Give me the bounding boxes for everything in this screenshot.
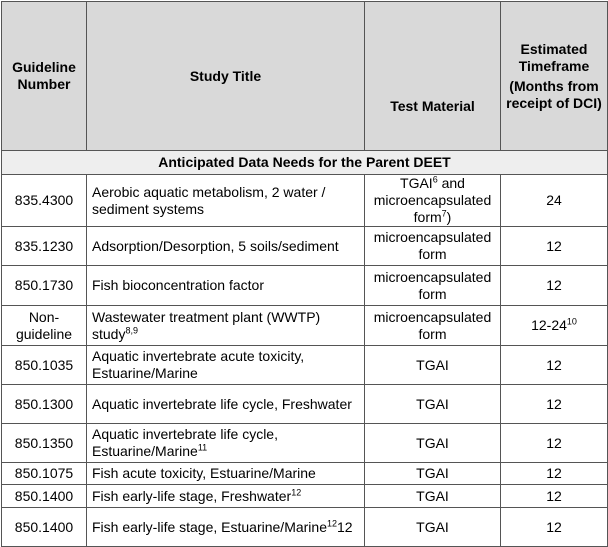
test-material-cell [365, 463, 501, 485]
timeframe-value: 12 [546, 487, 562, 504]
test-material-cell [365, 175, 501, 227]
header-timeframe-sub: (Months from receipt of DCI) [506, 77, 602, 111]
guideline-cell [2, 508, 87, 547]
test-material-cell [365, 266, 501, 306]
study-title: Fish early-life stage, Estuarine/Marine [92, 518, 327, 535]
study-title: Wastewater treatment plant (WWTP) study [92, 308, 321, 342]
timeframe-value: 12 [546, 518, 562, 535]
timeframe-cell [501, 175, 608, 227]
test-material-cell [365, 385, 501, 424]
test-material-cell [365, 306, 501, 346]
guideline-number: 850.1350 [14, 434, 74, 451]
header-study-title: Study Title [87, 2, 365, 151]
guideline-number: 850.1075 [14, 465, 74, 481]
timeframe-cell [501, 385, 608, 424]
guideline-cell [2, 463, 87, 485]
header-timeframe [501, 2, 608, 151]
table-row [2, 227, 608, 266]
study-title: Fish early-life stage, Freshwater [92, 487, 292, 504]
timeframe-cell [501, 227, 608, 266]
table-row [2, 463, 608, 485]
study-title-cell [87, 266, 365, 306]
study-title-cell [87, 463, 365, 485]
study-title-cell [87, 306, 365, 346]
table-row [2, 306, 608, 346]
timeframe-value: 12 [546, 434, 562, 451]
guideline-number: 850.1400 [14, 518, 74, 535]
header-row [2, 2, 608, 151]
table-row [2, 346, 608, 385]
guideline-number: 835.4300 [14, 192, 74, 208]
test-material-cell [365, 424, 501, 463]
timeframe-cell [501, 306, 608, 346]
table-row [2, 175, 608, 227]
table-row [2, 508, 608, 547]
test-material: TGAI [416, 518, 449, 535]
study-title-tail: 12 [337, 518, 353, 535]
guideline-cell [2, 485, 87, 508]
table-row [2, 385, 608, 424]
study-title-cell [87, 424, 365, 463]
test-material: TGAI [400, 175, 433, 191]
guideline-cell [2, 266, 87, 306]
study-title: Adsorption/Desorption, 5 soils/sediment [92, 237, 339, 254]
study-title: Aquatic invertebrate acute toxicity, Estuarine/Marine [92, 348, 305, 381]
section-title: Anticipated Data Needs for the Parent DEET [2, 151, 608, 175]
test-material: microencapsulated form [373, 308, 492, 342]
timeframe-value: 12 [546, 356, 562, 373]
study-title-footnote: 8,9 [125, 324, 138, 335]
timeframe-value: 12 [546, 237, 562, 254]
study-title-cell [87, 385, 365, 424]
test-material: TGAI [416, 356, 449, 373]
guideline-cell [2, 385, 87, 424]
test-material-cell [365, 508, 501, 547]
guideline-cell [2, 424, 87, 463]
test-material: microencapsulated form [373, 229, 492, 262]
timeframe-value: 12-24 [531, 317, 567, 333]
guideline-number: 835.1230 [14, 237, 74, 254]
study-title: Aerobic aquatic metabolism, 2 water / sediment systems [92, 183, 326, 217]
table-body [2, 175, 608, 547]
test-material: TGAI [416, 465, 449, 481]
timeframe-cell [501, 485, 608, 508]
guideline-cell [2, 346, 87, 385]
table-row [2, 424, 608, 463]
test-material-footnote-1: 6 [432, 174, 438, 185]
guideline-number: Non-guideline [15, 308, 73, 342]
study-title: Aquatic invertebrate life cycle, Freshwater [92, 395, 352, 412]
study-title-cell [87, 508, 365, 547]
guideline-number: 850.1300 [14, 395, 74, 412]
table-row [2, 266, 608, 306]
header-guideline: Guideline Number [2, 2, 87, 151]
test-material: TGAI [416, 395, 449, 412]
study-title-footnote: 11 [197, 442, 208, 453]
table-row [2, 485, 608, 508]
timeframe-value: 12 [546, 277, 562, 293]
test-material-cell [365, 485, 501, 508]
study-title: Aquatic invertebrate life cycle, Estuarine/Marine [92, 426, 278, 459]
header-test-material: Test Material [365, 2, 501, 151]
timeframe-cell [501, 266, 608, 306]
timeframe-cell [501, 508, 608, 547]
study-title: Fish bioconcentration factor [92, 277, 264, 293]
data-needs-table [1, 1, 608, 547]
study-title-cell [87, 485, 365, 508]
guideline-cell [2, 306, 87, 346]
timeframe-value: 24 [546, 192, 562, 208]
test-material: TGAI [416, 434, 449, 451]
test-material-cell [365, 227, 501, 266]
timeframe-value: 12 [546, 395, 562, 412]
test-material: TGAI [416, 487, 449, 504]
timeframe-footnote: 10 [566, 316, 577, 327]
test-material-end: ) [446, 209, 452, 225]
test-material-footnote-2: 7 [441, 208, 447, 219]
study-title: Fish acute toxicity, Estuarine/Marine [92, 465, 316, 481]
guideline-cell [2, 227, 87, 266]
study-title-footnote: 12 [327, 517, 338, 528]
timeframe-cell [501, 463, 608, 485]
test-material: microencapsulated form [373, 268, 492, 302]
guideline-number: 850.1400 [14, 487, 74, 504]
header-timeframe-main: Estimated Timeframe [518, 40, 590, 74]
guideline-number: 850.1730 [14, 277, 74, 293]
test-material-cell [365, 346, 501, 385]
timeframe-cell [501, 346, 608, 385]
study-title-cell [87, 175, 365, 227]
timeframe-value: 12 [546, 465, 562, 481]
section-row [2, 151, 608, 175]
study-title-footnote: 12 [291, 486, 302, 497]
timeframe-cell [501, 424, 608, 463]
study-title-cell [87, 227, 365, 266]
test-material-cont: and microencapsulated form [373, 175, 492, 225]
guideline-cell [2, 175, 87, 227]
study-title-cell [87, 346, 365, 385]
guideline-number: 850.1035 [14, 356, 74, 373]
